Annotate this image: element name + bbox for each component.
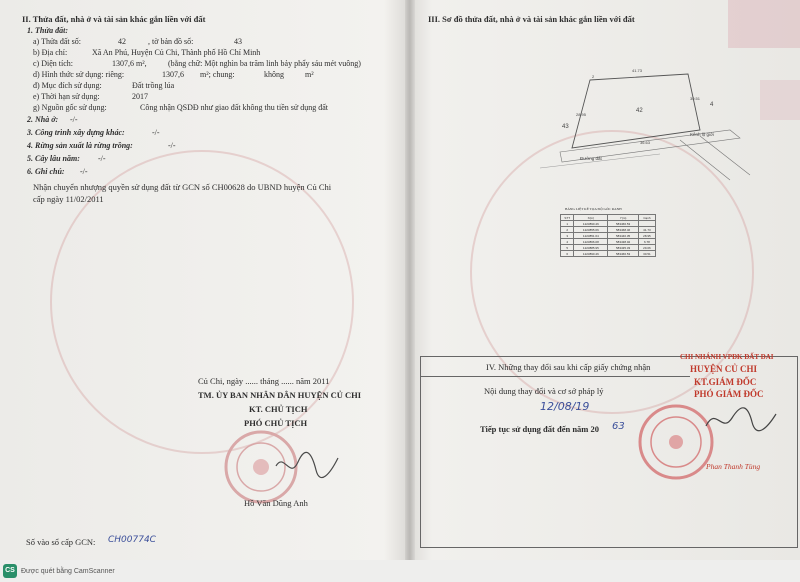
camscanner-icon: CS [3,564,17,578]
perennial-value: -/- [98,154,106,163]
map-bottom-dimension: 36.63 [640,140,651,145]
branch-line-3: KT.GIÁM ĐỐC [694,377,757,387]
signer-name: Hồ Văn Dũng Anh [244,498,308,508]
usage-private-value: 1307,6 [162,70,184,79]
table-row [561,251,656,257]
table-head-cell: Cạnh [638,215,655,221]
construction-label: 3. Công trình xây dựng khác: [27,128,125,137]
table-cell: 1223851.64 [574,233,608,239]
section-title-right: III. Sơ đồ thửa đất, nhà ở và tài sản khác gắn liền với đất [428,14,635,24]
map-sheet-label: , tờ bản đồ số: [148,37,194,46]
table-cell: 28.95 [638,233,655,239]
table-cell: 1223885.95 [574,245,608,251]
forest-label: 4. Rừng sản xuất là rừng trồng: [27,141,133,150]
map-neighbor-right: 4 [710,102,714,108]
usage-form-label: d) Hình thức sử dụng: riêng: [33,70,125,79]
pink-tape-top [728,0,800,48]
table-cell: 6 [561,251,574,257]
authority-kt: KT. CHỦ TỊCH [249,404,308,414]
table-cell: 583435.33 [608,245,639,251]
table-cell: 1223890.46 [574,221,608,227]
map-parcel-label: 42 [636,108,643,114]
purpose-value: Đất trồng lúa [132,81,175,90]
map-sheet-value: 43 [234,37,242,46]
term-label: e) Thời hạn sử dụng: [33,92,100,101]
signature-left [272,446,342,486]
registration-number: CH00774C [108,535,156,545]
table-cell: 1223855.66 [574,227,608,233]
house-value: -/- [70,115,78,124]
parcel-map [540,60,760,190]
usage-shared-value: không [264,70,284,79]
usage-shared-unit: m² [305,70,314,79]
changes-divider [420,376,690,377]
continue-use-year: 63 [612,421,625,432]
issue-date: Củ Chi, ngày ...... tháng ...... năm 2011 [198,376,330,386]
note-line-2: cấp ngày 11/02/2011 [33,194,104,204]
map-canal-label: Kênh lộ giới [690,132,714,137]
table-cell: 4 [561,239,574,245]
continue-use-text: Tiếp tục sử dụng đất đến năm 20 [480,424,600,434]
table-head-cell: STT [561,215,574,221]
area-words: (bằng chữ: Một nghìn ba trăm linh bảy phẩy sáu mét vuông) [168,59,361,68]
table-cell: 583466.53 [608,221,639,227]
branch-line-2: HUYỆN CỦ CHI [690,364,758,374]
area-value: 1307,6 m², [112,59,147,68]
table-cell: 1 [561,221,574,227]
table-cell: 3 [561,233,574,239]
address-label: b) Địa chỉ: [33,48,68,57]
table-cell: 5 [561,245,574,251]
issuing-authority: TM. ỦY BAN NHÂN DÂN HUYỆN CỦ CHI [198,390,362,400]
table-cell: 6.78 [638,239,655,245]
table-cell: 30.51 [638,251,655,257]
table-cell: 1223890.46 [574,251,608,257]
sub-heading-parcel: 1. Thửa đất: [27,26,69,35]
note-label: 6. Ghi chú: [27,167,65,176]
address-value: Xã An Phú, Huyện Củ Chi, Thành phố Hồ Chí Minh [92,48,261,57]
branch-line-4: PHÓ GIÁM ĐỐC [694,389,764,399]
construction-value: -/- [152,128,160,137]
coordinate-table [560,214,656,257]
parcel-number-label: a) Thửa đất số: [33,37,81,46]
house-label: 2. Nhà ở: [27,115,59,124]
term-value: 2017 [132,92,148,101]
map-right-dimension: 30.51 [690,96,701,101]
table-cell: 583468.46 [608,227,639,233]
changes-column-header: Nội dung thay đổi và cơ sở pháp lý [484,386,604,396]
section-title-left: II. Thửa đất, nhà ở và tài sản khác gắn liền với đất [22,14,206,24]
table-cell: 583438.02 [608,239,639,245]
map-top-dimension: 41.73 [632,68,643,73]
scanner-footer [0,560,800,582]
signature-right [700,400,780,440]
table-cell: 1223866.08 [574,239,608,245]
table-head-cell: X(m) [574,215,608,221]
origin-value: Công nhận QSDĐ như giao đất không thu tiền sử dụng đất [140,103,328,112]
usage-unit: m²; chung: [200,70,235,79]
map-left-dimension: 28.95 [576,112,587,117]
table-cell: 2 [561,227,574,233]
origin-label: g) Nguồn gốc sử dụng: [33,103,107,112]
map-corner-label: 2 [592,74,595,79]
map-neighbor-left: 43 [562,124,569,130]
authority-vice: PHÓ CHỦ TỊCH [244,418,308,428]
branch-line-1: CHI NHÁNH VPĐK ĐẤT ĐAI [680,353,774,361]
pink-tape-side [760,80,800,120]
map-road-label: Đường đất [580,156,602,161]
handwritten-date: 12/08/19 [540,400,590,413]
table-head-cell: Y(m) [608,215,639,221]
note-value: -/- [80,167,88,176]
coord-table-title: BẢNG LIỆT KÊ TỌA ĐỘ GÓC RANH [565,207,622,211]
camscanner-text: Được quét bằng CamScanner [21,568,115,575]
registration-label: Số vào sổ cấp GCN: [26,537,96,547]
signer-name-right: Phan Thanh Tùng [706,462,761,471]
table-cell: 583440.35 [608,233,639,239]
table-cell: 583466.53 [608,251,639,257]
page-fold [405,0,415,582]
table-cell: 29.06 [638,245,655,251]
purpose-label: đ) Mục đích sử dụng: [33,81,102,90]
area-label: c) Diện tích: [33,59,73,68]
parcel-number-value: 42 [118,37,126,46]
forest-value: -/- [168,141,176,150]
table-cell: 41.73 [638,227,655,233]
perennial-label: 5. Cây lâu năm: [27,154,80,163]
changes-title: IV. Những thay đổi sau khi cấp giấy chứng nhận [486,362,651,372]
note-line-1: Nhận chuyển nhượng quyền sử dụng đất từ GCN số CH00628 do UBND huyện Củ Chi [33,182,332,192]
